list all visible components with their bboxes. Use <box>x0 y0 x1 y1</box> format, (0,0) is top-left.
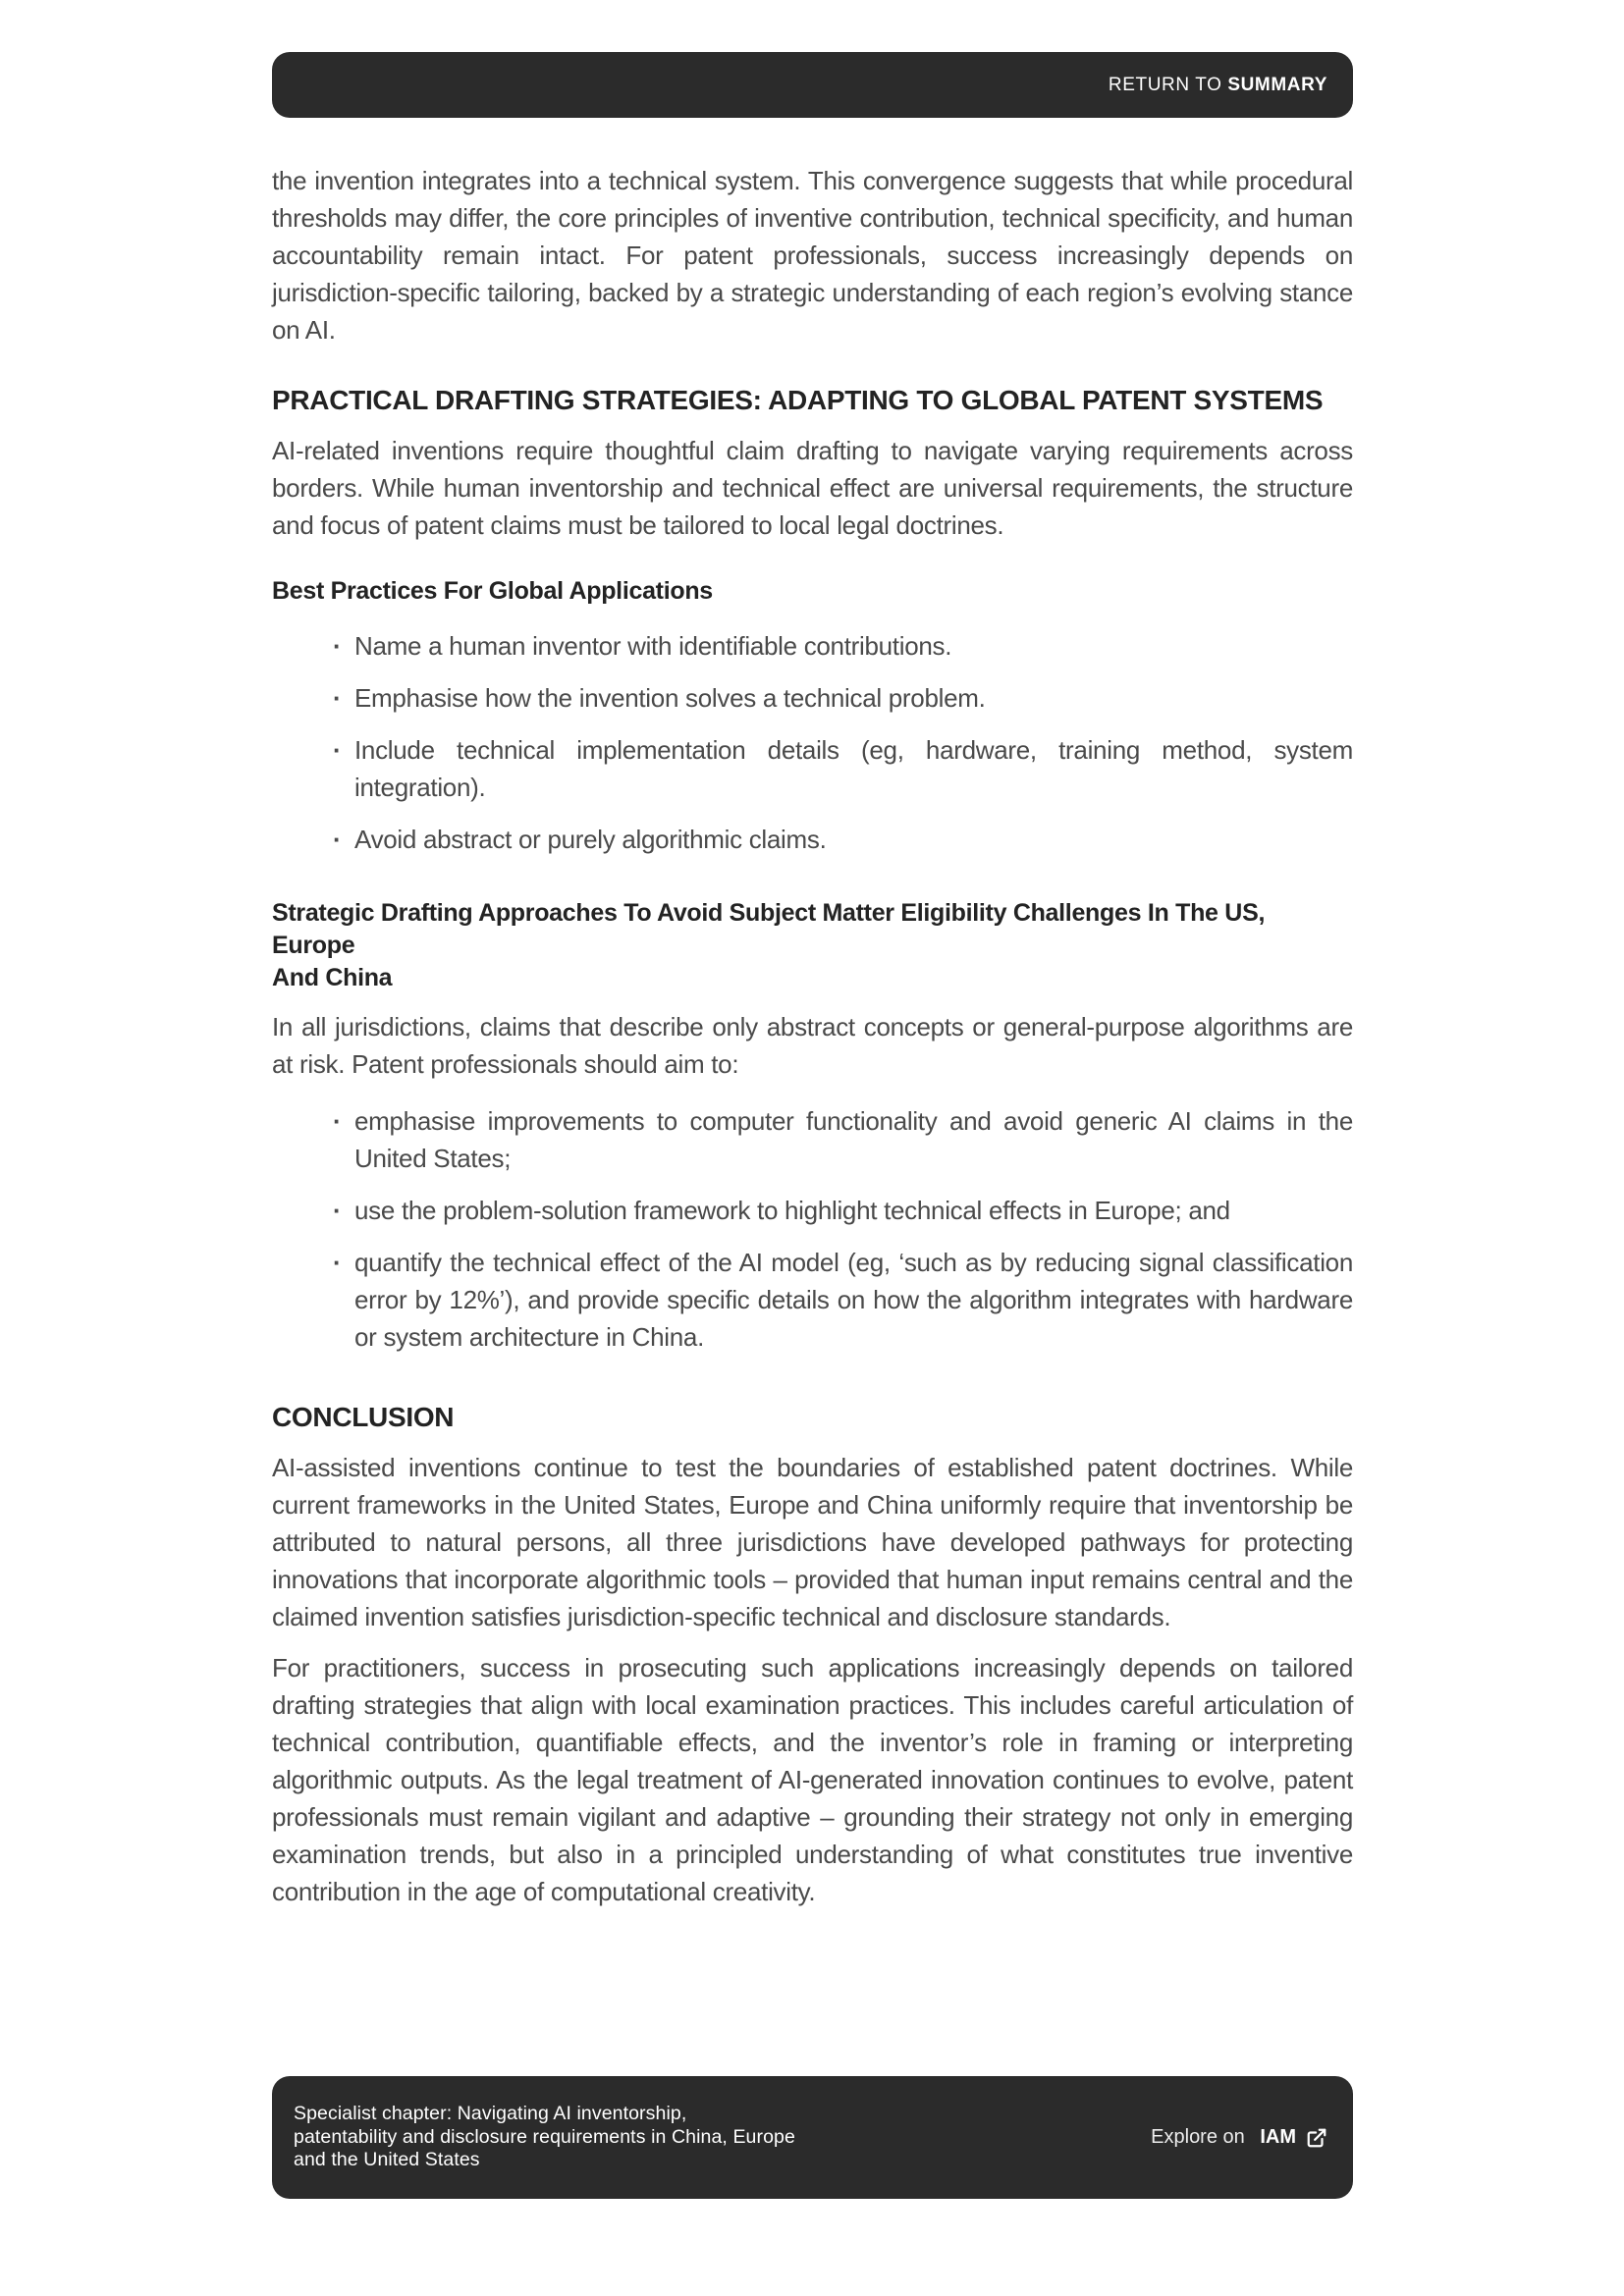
list-item: · quantify the technical effect of the AI model (eg, ‘such as by reducing signal classification error by 12%’), and provide specific details on how the algorithm integrates with hardware or system architecture in China. <box>272 1244 1353 1356</box>
intro-paragraph: the invention integrates into a technical system. This convergence suggests that while procedural thresholds may differ, the core principles of inventive contribution, technical specificity, and human accountability remain intact. For patent professionals, success increasingly depends on jurisdiction-specific tailoring, backed by a strategic understanding of each region’s evolving stance on AI. <box>272 166 1353 345</box>
return-to-summary-link[interactable] <box>1109 75 1327 96</box>
strategic-drafting-list <box>272 1102 1353 1356</box>
heading-line: Strategic Drafting Approaches To Avoid Subject Matter Eligibility Challenges In The US, Europe <box>272 899 1266 959</box>
heading-line: And China <box>272 964 393 991</box>
subsection-heading-best-practices: Best Practices For Global Applications <box>272 577 713 605</box>
conclusion-paragraph: For practitioners, success in prosecuting such applications increasingly depends on tailored drafting strategies that align with local examination practices. This includes careful articulation of technical contribution, quantifiable effects, and the inventor’s role in framing or interpreting algorithmic outputs. As the legal treatment of AI-generated innovation continues to evolve, patent professionals must remain vigilant and adaptive – grounding their strategy not only in emerging examination trends, but also in a principled understanding of what constitutes true inventive contribution in the age of computational creativity. <box>272 1653 1353 1906</box>
subsection-heading-strategic-drafting <box>272 897 1353 994</box>
list-item: · Avoid abstract or purely algorithmic claims. <box>272 821 1353 858</box>
list-item: · emphasise improvements to computer functionality and avoid generic AI claims in the United States; <box>272 1102 1353 1177</box>
list-item: · use the problem-solution framework to highlight technical effects in Europe; and <box>272 1192 1353 1229</box>
top-nav-bar <box>272 52 1353 118</box>
footer-chapter-label <box>294 2103 795 2172</box>
list-item: · Emphasise how the invention solves a technical problem. <box>272 679 1353 717</box>
list-item: · Include technical implementation details (eg, hardware, training method, system integration). <box>272 731 1353 806</box>
best-practices-list <box>272 627 1353 858</box>
external-link-icon <box>1306 2127 1327 2149</box>
list-item: · Name a human inventor with identifiable contributions. <box>272 627 1353 665</box>
chapter-line: Specialist chapter: Navigating AI inventorship, <box>294 2103 687 2125</box>
explore-on-iam-link[interactable] <box>1151 2126 1327 2149</box>
strategic-paragraph: In all jurisdictions, claims that describe only abstract concepts or general-purpose algorithms are at risk. Patent professionals should aim to: <box>272 1012 1353 1079</box>
chapter-line: and the United States <box>294 2149 480 2171</box>
conclusion-paragraph: AI-assisted inventions continue to test the boundaries of established patent doctrines. While current frameworks in the United States, Europe and China uniformly require that inventorship be attributed to natural persons, all three jurisdictions have developed pathways for protecting innovations that incorporate algorithmic tools – provided that human input remains central and the claimed invention satisfies jurisdiction-specific technical and disclosure standards. <box>272 1453 1353 1631</box>
return-to-summary-prefix: RETURN TO <box>1108 74 1228 95</box>
drafting-paragraph: AI-related inventions require thoughtful claim drafting to navigate varying requirements across borders. While human inventorship and technical effect are universal requirements, the structure and focus of patent claims must be tailored to local legal doctrines. <box>272 436 1353 540</box>
section-heading-practical-drafting: PRACTICAL DRAFTING STRATEGIES: ADAPTING TO GLOBAL PATENT SYSTEMS <box>272 385 1324 415</box>
explore-prefix: Explore on <box>1151 2126 1251 2148</box>
footer-bar <box>272 2076 1353 2199</box>
chapter-line: patentability and disclosure requirements in China, Europe <box>294 2125 795 2148</box>
return-to-summary-emphasis: SUMMARY <box>1227 74 1327 95</box>
article-content <box>272 162 1353 1910</box>
section-heading-conclusion: CONCLUSION <box>272 1402 455 1432</box>
explore-brand: IAM <box>1260 2126 1296 2148</box>
